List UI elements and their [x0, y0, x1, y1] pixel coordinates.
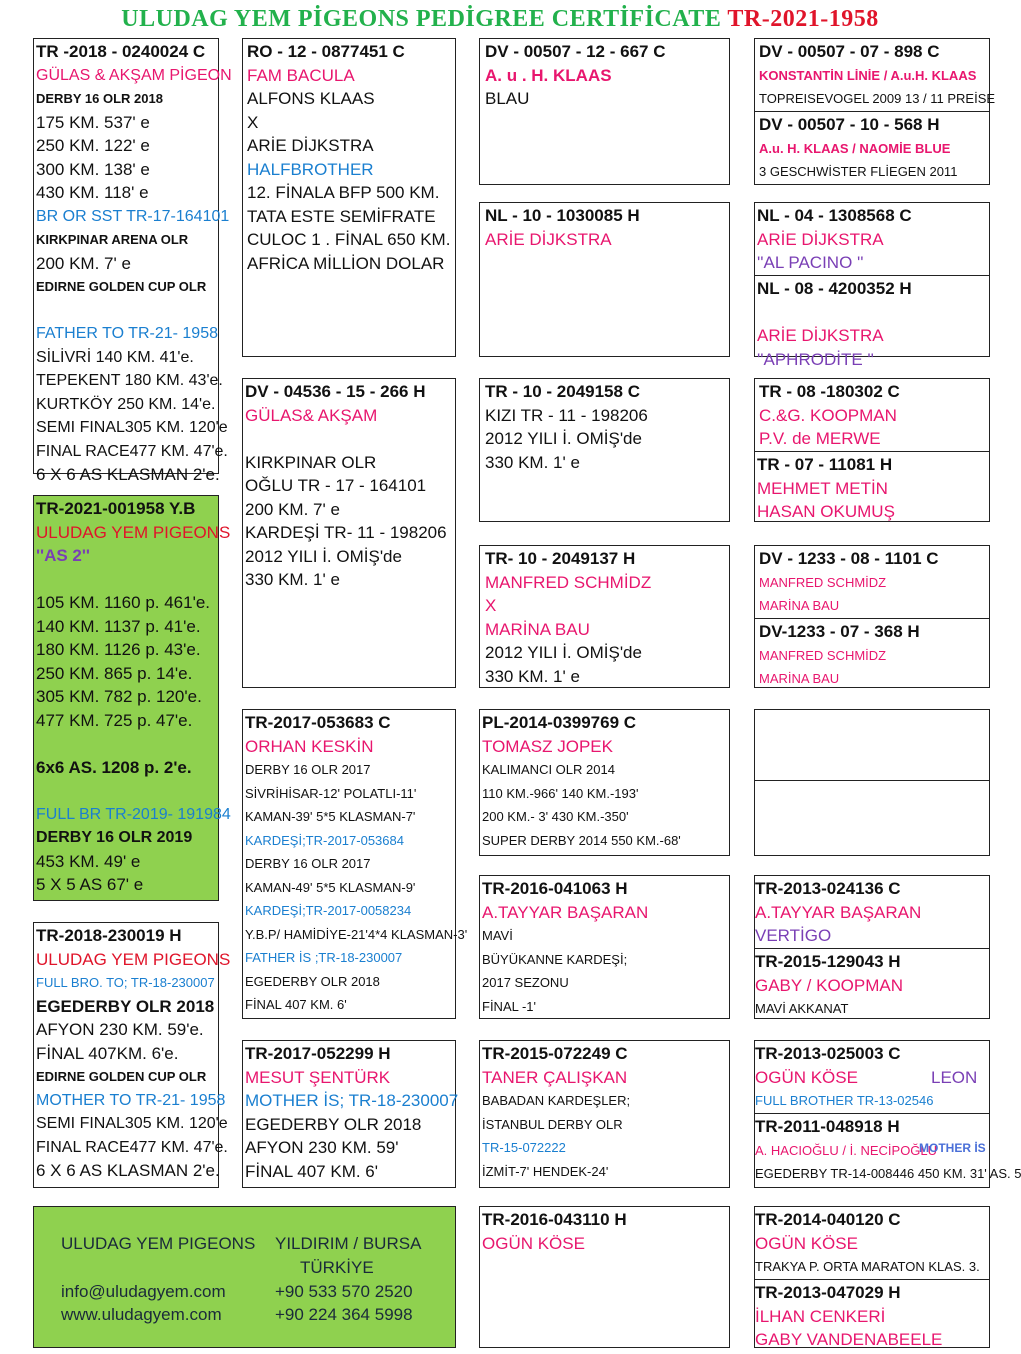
gen3-box-4 [479, 545, 730, 688]
pedigree-line: TR-2013-047029 H [755, 1283, 901, 1302]
pedigree-line: KIZI TR - 11 - 198206 [485, 405, 648, 425]
pedigree-line: 250 KM. 122' e [36, 136, 150, 155]
pedigree-line: KARDEŞİ;TR-2017-0058234 [245, 903, 412, 918]
pedigree-line: KAMAN-39' 5*5 KLASMAN-7' [245, 809, 416, 824]
footer-phone-1[interactable]: +90 533 570 2520 [275, 1282, 413, 1301]
gen4-box-1a [755, 39, 996, 111]
gen2-box-2 [242, 378, 456, 688]
gen4-pair-2 [754, 202, 990, 369]
pedigree-line: 5 X 5 AS 67' e [36, 875, 144, 894]
pedigree-line: TR - 10 - 2049158 C [485, 382, 640, 401]
pedigree-line: 6 X 6 AS KLASMAN 2'e. [36, 465, 220, 484]
pedigree-line: DV - 1233 - 08 - 1101 C [759, 549, 939, 568]
pedigree-line: GÜLAS & AKŞAM PİGEON [36, 66, 232, 84]
footer-contact-box [33, 1206, 456, 1348]
pedigree-line: 110 KM.-966' 140 KM.-193' [482, 785, 639, 801]
pedigree-line: FULL BRO. TO; TR-18-230007 [36, 975, 215, 990]
pedigree-line [36, 568, 216, 592]
pedigree-line: AFYON 230 KM. 59' [245, 1138, 399, 1157]
pedigree-line: DERBY 16 OLR 2019 [36, 829, 193, 846]
pedigree-line: 105 KM. 1160 p. 461'e. [36, 593, 211, 612]
pedigree-line: A.u. H. KLAAS / NAOMİE BLUE [759, 140, 951, 156]
pedigree-line: 2012 YILI İ. OMİŞ'de [485, 643, 642, 662]
gen4-pair-4 [754, 545, 990, 688]
pedigree-line: DV - 04536 - 15 - 266 H [245, 382, 426, 401]
pedigree-line: 200 KM. 7' e [245, 499, 340, 519]
pedigree-line: A.TAYYAR BAŞARAN [482, 902, 649, 922]
gen4-box-7b-mother: MOTHER İS [919, 1141, 986, 1155]
footer-email[interactable]: info@uludagyem.com [61, 1282, 226, 1301]
pedigree-line: GABY VANDENABEELE [755, 1330, 943, 1349]
pedigree-line: 2012 YILI İ. OMİŞ'de [485, 429, 642, 448]
pedigree-line: C.&G. KOOPMAN [759, 405, 897, 425]
pedigree-line: 250 KM. 865 p. 14'e. [36, 663, 193, 683]
pedigree-line: DV - 00507 - 07 - 898 C [759, 42, 940, 61]
pedigree-line: 2012 YILI İ. OMİŞ'de [245, 546, 402, 566]
pedigree-line: FİNAL 407KM. 6'e. [36, 1043, 179, 1063]
pedigree-line: TOMASZ JOPEK [482, 736, 613, 756]
title-ring: TR-2021-1958 [727, 6, 879, 32]
pedigree-line: TR-2018-230019 H [36, 926, 182, 945]
pedigree-line: DV-1233 - 07 - 368 H [759, 622, 920, 641]
pedigree-line: TR-2014-040120 C [755, 1210, 901, 1229]
pedigree-line: KONSTANTİN LİNİE / A.u.H. KLAAS [759, 67, 977, 83]
pedigree-line: 180 KM. 1126 p. 43'e. [36, 640, 201, 659]
pedigree-line [36, 299, 216, 323]
pedigree-line: ULUDAG YEM PIGEONS [36, 522, 231, 542]
pedigree-line: 175 KM. 537' e [36, 112, 150, 132]
pedigree-line: 3 GESCHWİSTER FLİEGEN 2011 [759, 164, 958, 179]
pedigree-line: 453 KM. 49' e [36, 851, 141, 871]
gen3-box-3 [479, 378, 730, 522]
pedigree-line: GABY / KOOPMAN [755, 975, 904, 995]
footer-city: YILDIRIM / BURSA [275, 1234, 422, 1253]
pedigree-line: 6x6 AS. 1208 p. 2'e. [36, 757, 192, 777]
pedigree-line: FATHER İS ;TR-18-230007 [245, 950, 403, 965]
pedigree-line: 140 KM. 1137 p. 41'e. [36, 616, 201, 636]
gen4-box-5a [755, 710, 989, 780]
pedigree-line: Y.B.P/ HAMİDİYE-21'4*4 KLASMAN-3' [245, 926, 468, 942]
pedigree-line: A.TAYYAR BAŞARAN [755, 902, 922, 922]
pedigree-line: ''APHRODİTE '' [757, 349, 874, 369]
pedigree-line: DERBY 16 OLR 2017 [245, 856, 371, 871]
pedigree-line: TR-2015-072249 C [482, 1044, 628, 1063]
pedigree-line: KAMAN-49' 5*5 KLASMAN-9' [245, 879, 416, 895]
pedigree-line: OGÜN KÖSE [755, 1067, 858, 1087]
dam-box [33, 922, 231, 1188]
pedigree-line: KIRKPINAR ARENA OLR [36, 232, 189, 247]
pedigree-line: TR-2013-024136 C [755, 879, 901, 898]
gen4-pair-7 [754, 1040, 1021, 1188]
pedigree-line: VERTİGO [755, 926, 832, 945]
pedigree-line: NL - 10 - 1030085 H [485, 206, 640, 225]
pedigree-line: TR-15-072222 [482, 1140, 566, 1155]
pedigree-line: EGEDERBY OLR 2018 [245, 973, 380, 989]
pedigree-line: HASAN OKUMUŞ [757, 502, 895, 521]
pedigree-line: ORHAN KESKİN [245, 736, 374, 756]
pedigree-line: AFYON 230 KM. 59'e. [36, 1020, 204, 1039]
pedigree-line [36, 779, 216, 803]
pedigree-line: BR OR SST TR-17-164101 [36, 207, 230, 225]
pedigree-line: ARİE DİJKSTRA [485, 229, 612, 249]
pedigree-line: 12. FİNALA BFP 500 KM. [247, 183, 440, 202]
pedigree-line: EDIRNE GOLDEN CUP OLR [36, 1069, 207, 1084]
pedigree-line: GÜLAS& AKŞAM [245, 405, 378, 425]
pedigree-line: BLAU [485, 89, 530, 108]
pedigree-line: İLHAN CENKERİ [755, 1306, 886, 1326]
gen3-box-5 [479, 709, 730, 856]
footer-web[interactable]: www.uludagyem.com [61, 1305, 222, 1324]
pedigree-line: X [485, 596, 497, 615]
gen4-box-7a-leon: LEON [931, 1068, 978, 1087]
pedigree-line: TR-2015-129043 H [755, 952, 901, 971]
pedigree-line: TR-2011-048918 H [755, 1117, 900, 1136]
gen4-box-8a [755, 1207, 989, 1279]
pedigree-line [757, 301, 987, 325]
pedigree-line: TR-2016-043110 H [482, 1210, 627, 1229]
gen2-box-3 [242, 709, 468, 1019]
pedigree-line: EGEDERBY TR-14-008446 450 KM. 31' AS. 5 [755, 1166, 1021, 1181]
pedigree-line: TR -2018 - 0240024 C [36, 42, 206, 61]
pedigree-line: EDIRNE GOLDEN CUP OLR [36, 279, 207, 294]
gen4-box-3a [755, 379, 989, 451]
pedigree-line: SİLİVRİ 140 KM. 41'e. [36, 348, 194, 366]
pedigree-line: TEPEKENT 180 KM. 43'e. [36, 372, 223, 389]
gen4-box-2a [755, 203, 989, 275]
pedigree-line: ARİE DİJKSTRA [757, 326, 884, 345]
pedigree-line: TR-2021-001958 Y.B [36, 499, 196, 518]
gen4-box-6b [755, 948, 989, 1022]
pedigree-line: DERBY 16 OLR 2018 [36, 91, 163, 106]
pedigree-line: MARİNA BAU [485, 619, 590, 639]
footer-name: ULUDAG YEM PIGEONS [61, 1234, 256, 1253]
gen4-box-6a [755, 876, 989, 948]
pedigree-line: BABADAN KARDEŞLER; [482, 1093, 631, 1108]
pedigree-line: MOTHER TO TR-21- 1958 [36, 1091, 226, 1109]
pedigree-line: BÜYÜKANNE KARDEŞİ; [482, 951, 628, 967]
pedigree-line [245, 427, 453, 451]
pedigree-line: FİNAL 407 KM. 6' [245, 997, 347, 1012]
pedigree-line: SEMI FINAL305 KM. 120'e [36, 419, 228, 436]
pedigree-line: İZMİT-7' HENDEK-24' [482, 1163, 609, 1179]
gen4-pair-3 [754, 378, 990, 522]
gen4-pair-8 [754, 1206, 990, 1348]
pedigree-line: ALFONS KLAAS [247, 89, 375, 108]
pedigree-line: NL - 04 - 1308568 C [757, 206, 912, 225]
pedigree-line: SEMI FINAL305 KM. 120'e [36, 1115, 228, 1132]
pedigree-line: P.V. de MERWE [759, 429, 881, 448]
pedigree-line: 6 X 6 AS KLASMAN 2'e. [36, 1161, 220, 1180]
pedigree-line: MANFRED SCHMİDZ [759, 574, 887, 590]
pedigree-line: TR-2017-053683 C [245, 713, 391, 732]
pedigree-line: ARİE DİJKSTRA [247, 136, 374, 155]
pedigree-line: FİNAL 407 KM. 6' [245, 1161, 379, 1181]
gen3-box-6 [479, 875, 730, 1019]
gen4-box-1b [755, 111, 989, 185]
pedigree-line: A. HACIOĞLU / İ. NECİPOĞLU [755, 1142, 938, 1158]
pedigree-line: X [247, 112, 259, 132]
pedigree-line: TR-2013-025003 C [755, 1044, 901, 1063]
gen4-pair-1 [754, 38, 996, 185]
pedigree-line: FINAL RACE477 KM. 47'e. [36, 442, 228, 460]
pedigree-line: TRAKYA P. ORTA MARATON KLAS. 3. [755, 1259, 980, 1274]
pedigree-line: MANFRED SCHMİDZ [759, 647, 887, 663]
pedigree-line: MOTHER İS; TR-18-230007 [245, 1091, 459, 1110]
pedigree-line: OĞLU TR - 17 - 164101 [245, 476, 427, 495]
gen4-box-8b [755, 1279, 989, 1353]
pedigree-line: 305 KM. 782 p. 120'e. [36, 687, 202, 706]
pedigree-line: 477 KM. 725 p. 47'e. [36, 710, 193, 730]
pedigree-line: 2017 SEZONU [482, 975, 569, 990]
pedigree-line: SİVRİHİSAR-12' POLATLI-11' [245, 785, 417, 801]
pedigree-line: FULL BROTHER TR-13-02546 [755, 1093, 934, 1108]
pedigree-line: EGEDERBY OLR 2018 [245, 1114, 422, 1134]
pedigree-line: TR-2017-052299 H [245, 1044, 391, 1063]
pedigree-line: EGEDERBY OLR 2018 [36, 996, 215, 1016]
pedigree-line: TATA ESTE SEMİFRATE [247, 206, 436, 226]
pedigree-line: SUPER DERBY 2014 550 KM.-68' [482, 832, 681, 848]
gen3-box-2 [479, 202, 730, 357]
pedigree-line: 300 KM. 138' e [36, 159, 150, 179]
gen4-box-5b [755, 780, 989, 781]
pedigree-line: 200 KM. 7' e [36, 253, 131, 273]
pedigree-line: 330 KM. 1' e [245, 570, 340, 589]
pedigree-line: ''AS 2'' [36, 546, 90, 565]
gen2-box-1 [242, 38, 456, 357]
pedigree-line: FATHER TO TR-21- 1958 [36, 325, 218, 342]
title-main: ULUDAG YEM PİGEONS PEDİGREE CERTİFİCATE [121, 6, 728, 32]
pedigree-line [36, 732, 216, 756]
pedigree-line: İSTANBUL DERBY OLR [482, 1116, 623, 1132]
pedigree-line: FİNAL -1' [482, 998, 537, 1014]
gen3-box-8 [479, 1206, 730, 1348]
pedigree-line: NL - 08 - 4200352 H [757, 279, 912, 298]
footer-phone-2[interactable]: +90 224 364 5998 [275, 1305, 413, 1324]
gen3-box-1 [479, 38, 730, 185]
pedigree-line: PL-2014-0399769 C [482, 713, 637, 732]
pedigree-line: KURTKÖY 250 KM. 14'e. [36, 395, 216, 413]
certificate-title [0, 6, 1000, 33]
pedigree-line: DERBY 16 OLR 2017 [245, 762, 371, 777]
pedigree-line: 430 KM. 118' e [36, 183, 149, 202]
pedigree-line: TOPREISEVOGEL 2009 13 / 11 PREİSE [759, 91, 996, 106]
footer-country: TÜRKİYE [300, 1258, 374, 1277]
pedigree-line: HALFBROTHER [247, 159, 374, 179]
gen4-box-2b [755, 275, 989, 372]
pedigree-line: MEHMET METİN [757, 478, 888, 498]
gen4-box-3b [755, 451, 989, 525]
subject-box [33, 495, 231, 901]
pedigree-line: MESUT ŞENTÜRK [245, 1067, 391, 1087]
gen3-box-7 [479, 1040, 730, 1188]
pedigree-line: KARDEŞİ TR- 11 - 198206 [245, 523, 447, 542]
pedigree-line: KIRKPINAR OLR [245, 452, 377, 472]
pedigree-line: MAVİ AKKANAT [755, 1001, 849, 1016]
pedigree-line: MAVİ [482, 928, 513, 943]
pedigree-line: 330 KM. 1' e [485, 666, 580, 686]
sire-box [33, 38, 232, 484]
pedigree-line: A. u . H. KLAAS [485, 65, 612, 85]
pedigree-line: TR-2016-041063 H [482, 879, 628, 898]
pedigree-line: CULOC 1 . FİNAL 650 KM. [247, 230, 451, 249]
pedigree-line: MARİNA BAU [759, 671, 840, 686]
pedigree-line: KALIMANCI OLR 2014 [482, 762, 615, 777]
gen4-pair-6 [754, 875, 990, 1019]
pedigree-line: MARİNA BAU [759, 598, 840, 613]
pedigree-line: 200 KM.- 3' 430 KM.-350' [482, 809, 629, 824]
gen4-pair-5 [754, 709, 990, 856]
pedigree-line: ARİE DİJKSTRA [757, 229, 884, 249]
pedigree-line: FINAL RACE477 KM. 47'e. [36, 1138, 228, 1156]
pedigree-line: OGÜN KÖSE [755, 1233, 858, 1253]
pedigree-line: AFRİCA MİLLİON DOLAR [247, 253, 445, 273]
pedigree-line: MANFRED SCHMİDZ [485, 572, 652, 592]
gen4-box-4b [755, 618, 989, 692]
gen4-box-4a [755, 546, 989, 618]
pedigree-line: FULL BR TR-2019- 191984 [36, 805, 231, 823]
pedigree-line: TANER ÇALIŞKAN [482, 1067, 628, 1087]
pedigree-line: ULUDAG YEM PIGEONS [36, 949, 231, 969]
pedigree-line: TR- 10 - 2049137 H [485, 549, 636, 568]
pedigree-line: OGÜN KÖSE [482, 1233, 585, 1253]
pedigree-line: 330 KM. 1' e [485, 452, 580, 472]
pedigree-line: DV - 00507 - 10 - 568 H [759, 115, 940, 134]
pedigree-line: FAM BACULA [247, 65, 355, 85]
pedigree-line: TR - 07 - 11081 H [757, 455, 893, 474]
pedigree-line: DV - 00507 - 12 - 667 C [485, 42, 666, 61]
pedigree-line: ''AL PACINO '' [757, 253, 864, 272]
gen2-box-4 [242, 1040, 459, 1188]
pedigree-line: KARDEŞİ;TR-2017-053684 [245, 832, 404, 848]
pedigree-line: RO - 12 - 0877451 C [247, 42, 405, 61]
pedigree-line: TR - 08 -180302 C [759, 382, 900, 401]
